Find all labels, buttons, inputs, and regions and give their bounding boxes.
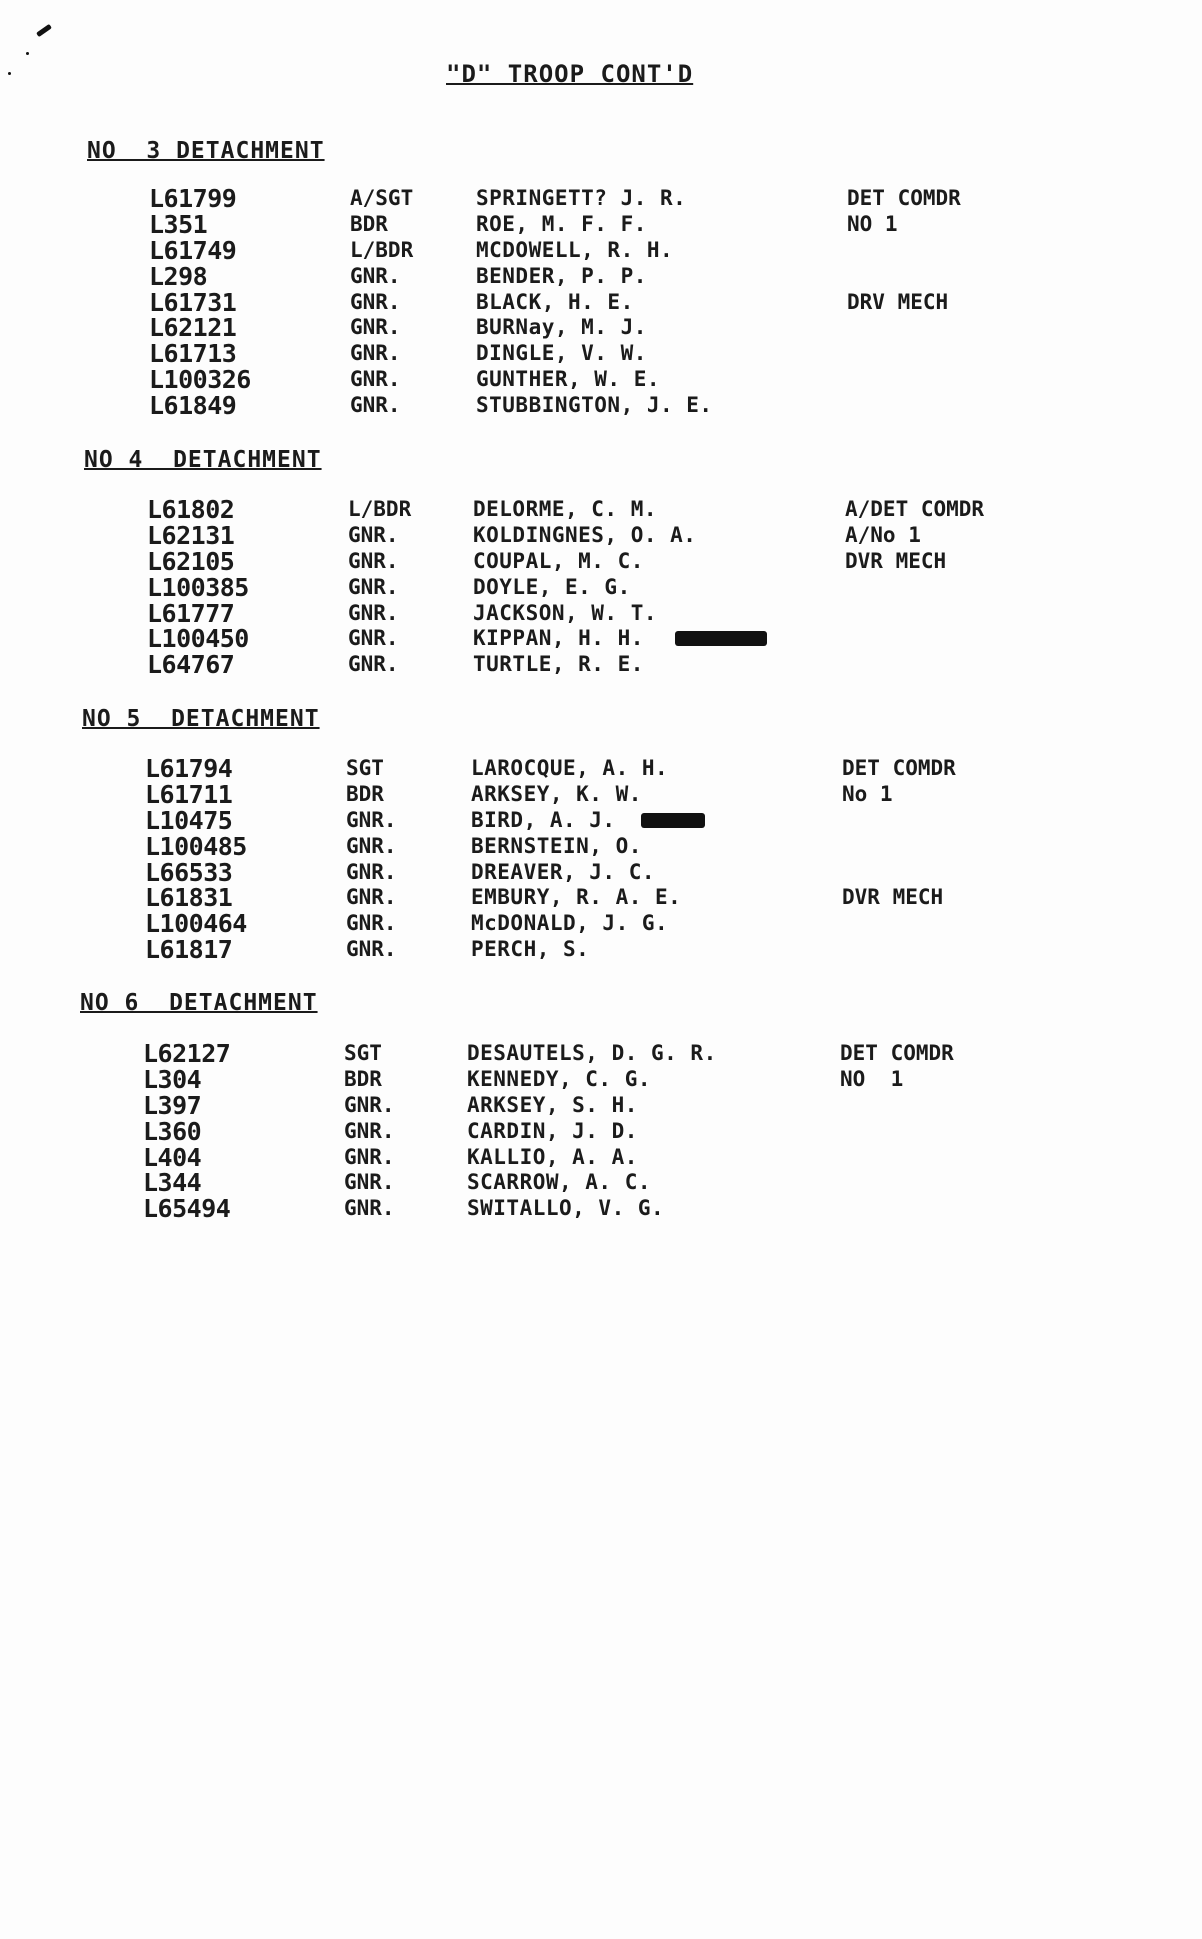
rank: GNR.	[346, 911, 397, 936]
service-number: L62105	[147, 546, 235, 576]
roster-list	[0, 497, 1202, 678]
rank: GNR.	[350, 263, 401, 288]
rank: BDR	[346, 781, 384, 806]
soldier-name: SWITALLO, V. G.	[467, 1196, 665, 1221]
rank: GNR.	[348, 522, 399, 547]
rank: L/BDR	[348, 497, 412, 521]
rank: GNR.	[344, 1196, 395, 1221]
role: NO 1	[847, 211, 898, 236]
roster-row	[0, 885, 1202, 911]
service-number: L61794	[145, 754, 233, 783]
soldier-name: COUPAL, M. C.	[473, 548, 644, 573]
roster-row	[0, 520, 1202, 550]
role: DET COMDR	[847, 186, 961, 210]
roster-row	[0, 572, 1202, 602]
roster-row	[0, 911, 1202, 937]
soldier-name: CARDIN, J. D.	[467, 1118, 638, 1143]
strikeout-mark	[641, 813, 705, 828]
soldier-name: ARKSEY, S. H.	[467, 1092, 638, 1117]
roster-row	[0, 1142, 1202, 1172]
service-number: L397	[143, 1090, 202, 1120]
soldier-name: BURNay, M. J.	[476, 315, 647, 340]
service-number: L100385	[147, 572, 249, 602]
role: NO 1	[840, 1066, 904, 1091]
roster-row	[0, 831, 1202, 861]
role: DRV MECH	[847, 289, 949, 314]
role: DET COMDR	[842, 756, 956, 780]
roster-row	[0, 1116, 1202, 1146]
roster-row	[0, 209, 1202, 239]
soldier-name: BIRD, A. J.	[471, 807, 616, 832]
soldier-name: ROE, M. F. F.	[476, 211, 647, 236]
roster-row	[0, 857, 1202, 887]
soldier-name: SPRINGETT? J. R.	[476, 186, 687, 210]
soldier-name: KIPPAN, H. H.	[473, 626, 644, 651]
service-number: L351	[149, 209, 208, 239]
service-number: L61849	[149, 391, 237, 421]
service-number: L404	[143, 1142, 202, 1172]
ink-dot	[8, 72, 11, 75]
service-number: L304	[143, 1064, 202, 1094]
service-number: L61731	[149, 287, 237, 317]
rank: GNR.	[344, 1118, 395, 1143]
role: A/No 1	[845, 522, 921, 547]
role: DVR MECH	[842, 885, 944, 910]
roster-row	[0, 393, 1202, 419]
soldier-name: DOYLE, E. G.	[473, 574, 631, 599]
soldier-name: GUNTHER, W. E.	[476, 367, 661, 392]
rank: GNR.	[350, 393, 401, 418]
service-number: L100464	[145, 909, 247, 939]
section-heading: NO 4 DETACHMENT	[84, 447, 322, 473]
roster-list	[0, 186, 1202, 419]
roster-row	[0, 937, 1202, 963]
roster-row	[0, 779, 1202, 809]
roster-list	[0, 756, 1202, 963]
ink-dot	[26, 52, 29, 55]
soldier-name: STUBBINGTON, J. E.	[476, 393, 713, 418]
roster-row	[0, 652, 1202, 678]
roster-row	[0, 367, 1202, 393]
soldier-name: McDONALD, J. G.	[471, 911, 669, 936]
roster-row	[0, 1090, 1202, 1120]
soldier-name: BENDER, P. P.	[476, 263, 647, 288]
service-number: L61749	[149, 235, 237, 265]
roster-row	[0, 1064, 1202, 1094]
roster-list	[0, 1041, 1202, 1222]
rank: GNR.	[346, 859, 397, 884]
soldier-name: ARKSEY, K. W.	[471, 781, 642, 806]
roster-row	[0, 805, 1202, 835]
soldier-name: BERNSTEIN, O.	[471, 833, 642, 858]
rank: GNR.	[346, 833, 397, 858]
service-number: L61777	[147, 598, 235, 628]
service-number: L344	[143, 1168, 202, 1198]
roster-row	[0, 186, 1202, 212]
section-heading: NO 5 DETACHMENT	[82, 706, 320, 732]
rank: GNR.	[344, 1170, 395, 1195]
service-number: L62121	[149, 313, 237, 343]
service-number: L65494	[143, 1194, 231, 1224]
soldier-name: PERCH, S.	[471, 937, 590, 962]
roster-row	[0, 756, 1202, 782]
rank: GNR.	[348, 652, 399, 677]
soldier-name: DREAVER, J. C.	[471, 859, 656, 884]
soldier-name: EMBURY, R. A. E.	[471, 885, 682, 910]
service-number: L61713	[149, 339, 237, 369]
role: A/DET COMDR	[845, 497, 985, 521]
soldier-name: DELORME, C. M.	[473, 497, 658, 521]
section-heading: NO 3 DETACHMENT	[87, 138, 325, 164]
service-number: L100485	[145, 831, 247, 861]
soldier-name: DINGLE, V. W.	[476, 341, 647, 366]
roster-row	[0, 287, 1202, 317]
service-number: L66533	[145, 857, 233, 887]
rank: GNR.	[348, 574, 399, 599]
soldier-name: MCDOWELL, R. H.	[476, 237, 674, 262]
roster-row	[0, 626, 1202, 652]
roster-row	[0, 341, 1202, 367]
rank: GNR.	[350, 315, 401, 340]
service-number: L61711	[145, 779, 233, 809]
soldier-name: KOLDINGNES, O. A.	[473, 522, 697, 547]
service-number: L100326	[149, 365, 251, 395]
service-number: L61802	[147, 495, 235, 524]
rank: GNR.	[346, 807, 397, 832]
rank: GNR.	[348, 626, 399, 651]
role: DVR MECH	[845, 548, 947, 573]
soldier-name: LAROCQUE, A. H.	[471, 756, 669, 780]
rank: BDR	[350, 211, 388, 236]
service-number: L62127	[143, 1039, 231, 1068]
service-number: L61799	[149, 184, 237, 213]
roster-row	[0, 497, 1202, 523]
rank: GNR.	[344, 1092, 395, 1117]
rank: L/BDR	[350, 237, 414, 262]
roster-row	[0, 1170, 1202, 1196]
roster-row	[0, 1041, 1202, 1067]
rank: GNR.	[348, 548, 399, 573]
service-number: L298	[149, 261, 208, 291]
roster-row	[0, 315, 1202, 341]
service-number: L64767	[147, 650, 235, 680]
roster-row	[0, 261, 1202, 291]
soldier-name: DESAUTELS, D. G. R.	[467, 1041, 717, 1065]
rank: GNR.	[346, 885, 397, 910]
soldier-name: SCARROW, A. C.	[467, 1170, 652, 1195]
service-number: L100450	[147, 624, 249, 654]
rank: BDR	[344, 1066, 382, 1091]
service-number: L62131	[147, 520, 235, 550]
strikeout-mark	[675, 631, 767, 646]
rank: GNR.	[346, 937, 397, 962]
service-number: L10475	[145, 805, 233, 835]
roster-row	[0, 1196, 1202, 1222]
rank: SGT	[346, 756, 384, 780]
rank: GNR.	[348, 600, 399, 625]
rank: GNR.	[350, 289, 401, 314]
soldier-name: JACKSON, W. T.	[473, 600, 658, 625]
role: No 1	[842, 781, 893, 806]
rank: GNR.	[350, 367, 401, 392]
roster-row	[0, 546, 1202, 576]
soldier-name: KENNEDY, C. G.	[467, 1066, 652, 1091]
service-number: L360	[143, 1116, 202, 1146]
service-number: L61831	[145, 883, 233, 913]
roster-row	[0, 235, 1202, 265]
role: DET COMDR	[840, 1041, 954, 1065]
rank: A/SGT	[350, 186, 414, 210]
rank: GNR.	[344, 1144, 395, 1169]
roster-row	[0, 598, 1202, 628]
soldier-name: KALLIO, A. A.	[467, 1144, 638, 1169]
section-heading: NO 6 DETACHMENT	[80, 990, 318, 1016]
service-number: L61817	[145, 935, 233, 965]
page-title: "D" TROOP CONT'D	[446, 60, 694, 88]
rank: SGT	[344, 1041, 382, 1065]
soldier-name: TURTLE, R. E.	[473, 652, 644, 677]
ink-mark	[36, 24, 52, 37]
rank: GNR.	[350, 341, 401, 366]
soldier-name: BLACK, H. E.	[476, 289, 634, 314]
